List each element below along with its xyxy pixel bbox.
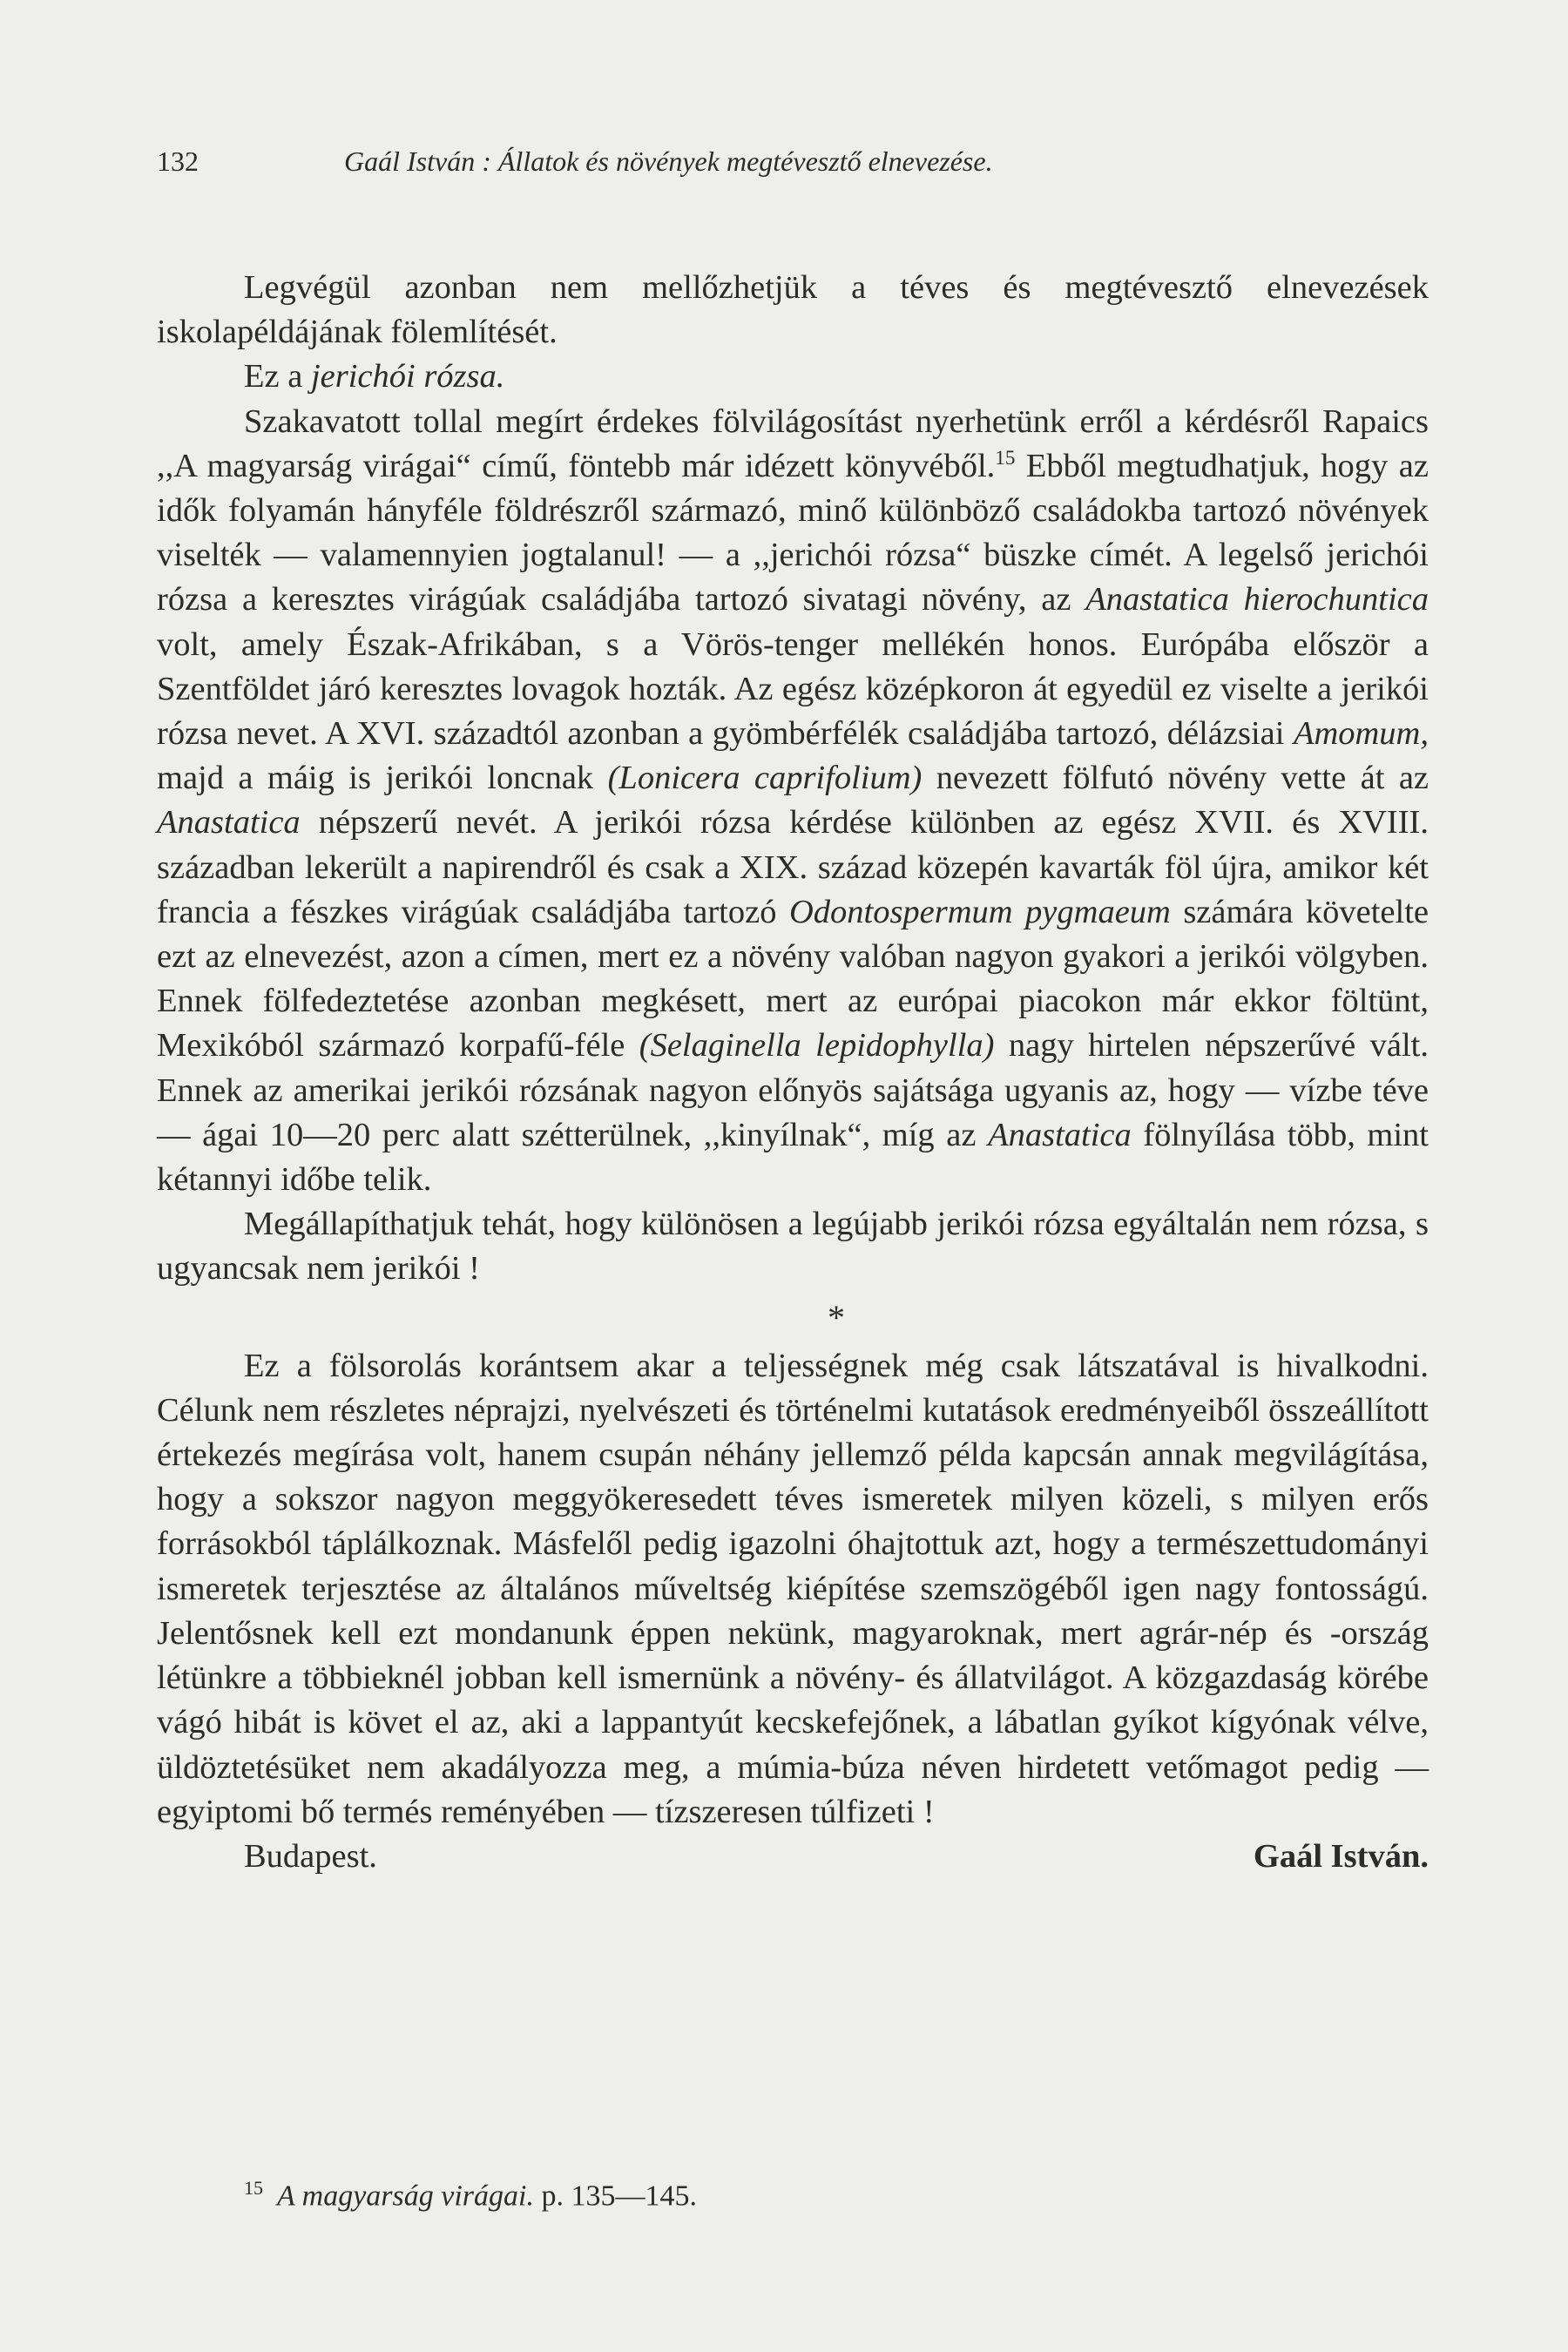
paragraph-conclusion: Megállapíthatjuk tehát, hogy különösen a legújabb jerikói rózsa egyáltalán nem rózsa, s ugyancsak nem jerikói ! (157, 1206, 1429, 1288)
paragraph-text: nagy hirtelen népszerűvé vált. Ennek az amerikai jerikói rózsának nagyon előnyös sajátsága ugyanis az, hogy — vízbe téve — ágai 10—20 perc alatt szétterülnek, ,,kinyílnak“, míg az (157, 1027, 1429, 1153)
page-header (157, 144, 1429, 179)
paragraph-text: majd a máig is jerikói loncnak (157, 760, 608, 797)
signature-place: Budapest. (244, 1837, 377, 1875)
species-name: Anastatica hierochuntica (1085, 581, 1429, 618)
footnote-mark: 15 (244, 2177, 263, 2199)
paragraph-text: Ez a (244, 358, 311, 395)
footnote-source: A magyarság virágai. (277, 2180, 534, 2213)
paragraph-history (157, 400, 1429, 1203)
paragraph-text: népszerű nevét. A jerikói rózsa kérdése különben az egész XVII. és XVIII. században lekerült a napirendről és csak a XIX. század közepén kavarták föl újra, amikor két francia a fészkes virágúak családjába tartozó (157, 804, 1429, 930)
species-name: Amomum, (1293, 715, 1429, 753)
paragraph-jericho-rose (157, 355, 1429, 399)
article-body (157, 266, 1429, 1879)
paragraph-text: Ebből megtudhatjuk, hogy az idők folyamán hányféle földrészről származó, minő különböző családokba tartozó növények viselték — valamennyien jogtalanul! — a ,,jerichói rózsa“ büszke címét. A legelső jerichói rózsa a keresztes virágúak családjába tartozó sivatagi növény, az (157, 447, 1429, 618)
species-name: Anastatica (988, 1116, 1132, 1153)
footnote-pages: p. 135—145. (533, 2180, 697, 2213)
signature-row (157, 1835, 1429, 1879)
page-number: 132 (157, 145, 199, 177)
paragraph-closing: Ez a fölsorolás korántsem akar a teljességnek még csak látszatával is hivalkodni. Célunk nem részletes néprajzi, nyelvészeti és történelmi kutatások eredményeiből összeállított értekezés megírása volt, hanem csupán néhány jellemző példa kapcsán annak megvilágítása, hogy a sokszor nagyon meggyökeresedett téves ismeretek milyen közeli, s milyen erős forrásokból táplálkoznak. Másfelől pedig igazolni óhajtottuk azt, hogy a természettudományi ismeretek terjesztése az általános műveltség kiépítése szemszögéből igen nagy fontosságú. Jelentősnek kell ezt mondanunk éppen nekünk, magyaroknak, mert agrár-nép és -ország létünkre a többieknél jobban kell ismernünk a növény- és állatvilágot. A közgazdaság körébe vágó hibát is követ el az, aki a lappantyút kecskefejőnek, a lábatlan gyíkot kígyónak vélve, üldöztetésüket nem akadályozza meg, a múmia-búza néven hirdetett vetőmagot pedig — egyiptomi bő termés reményében — tízszeresen túlfizeti ! (157, 1347, 1429, 1830)
paragraph-text: Szakavatott tollal megírt érdekes fölvilágosítást nyerhetünk erről a kérdésről Rapaics ,,A magyarság virágai“ című, föntebb már idézett könyvéből. (157, 402, 1429, 484)
species-name: (Lonicera caprifolium) (607, 760, 923, 797)
paragraph-intro: Legvégül azonban nem mellőzhetjük a téves és megtévesztő elnevezések iskolapéldájának fölemlítését. (157, 269, 1429, 351)
paragraph-text: nevezett fölfutó növény vette át az (922, 760, 1429, 797)
signature-author: Gaál István. (1253, 1837, 1429, 1875)
paragraph-text: fölnyílása több, mint kétannyi időbe telik. (157, 1116, 1429, 1199)
species-name: (Selaginella lepidophylla) (639, 1027, 995, 1064)
footnote (244, 2169, 1376, 2215)
paragraph-text: számára követelte ezt az elnevezést, azon a címen, mert ez a növény valóban nagyon gyakori a jerikói völgyben. Ennek fölfedeztetése azonban megkésett, mert az európai piacokon már ekkor föltünt, Mexikóból származó korpafű-féle (157, 893, 1429, 1064)
species-name: Anastatica (157, 804, 301, 841)
footnote-reference: 15 (995, 445, 1016, 469)
section-separator: * (828, 1297, 845, 1337)
paragraph-text: volt, amely Észak-Afrikában, s a Vörös-tenger mellékén honos. Európába először a Szentföldet járó keresztes lovagok hozták. Az egész középkoron át egyedül ez viselte a jerikói rózsa nevet. A XVI. századtól azonban a gyömbérfélék családjába tartozó, délázsiai (157, 625, 1429, 753)
species-name: Odontospermum pygmaeum (788, 893, 1171, 930)
emphasis-term: jerichói rózsa. (310, 358, 505, 395)
running-title: Gaál István : Állatok és növények megtévesztő elnevezése. (344, 145, 993, 177)
